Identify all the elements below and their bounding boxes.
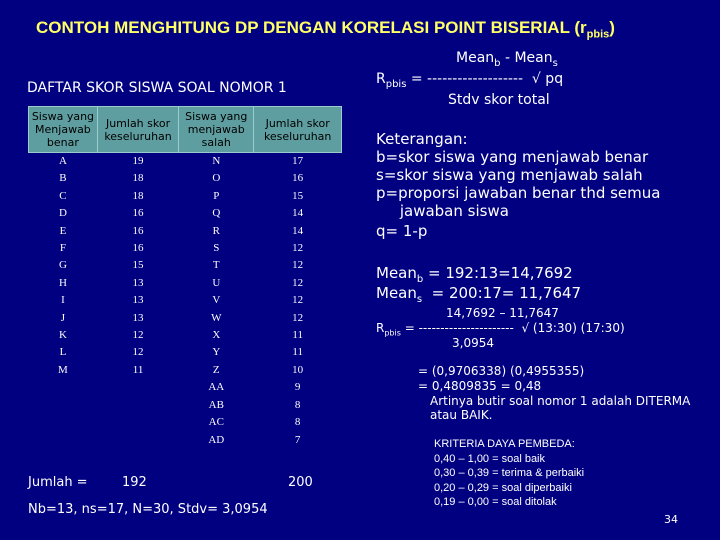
table-cell: C [59, 189, 67, 202]
table-cell [97, 432, 178, 449]
table-cell: U [212, 276, 221, 289]
table-cell: 11 [132, 363, 144, 376]
table-cell [29, 397, 98, 414]
score-table [28, 106, 342, 449]
table-cell: 8 [294, 416, 301, 429]
kriteria-item: 0,30 – 0,39 = terima & perbaiki [434, 467, 585, 479]
calc-numerator: 14,7692 – 11,7647 [446, 306, 559, 320]
table-cell [29, 379, 98, 396]
table-cell: J [60, 311, 66, 324]
table-cell: D [58, 207, 67, 220]
table-cell [97, 414, 178, 431]
table-row [29, 379, 342, 396]
table-cell: O [212, 172, 221, 185]
table-cell: 16 [132, 207, 144, 220]
table-cell: 16 [292, 172, 304, 185]
table-cell: 9 [294, 381, 301, 394]
table-cell: Z [212, 363, 220, 376]
calc-line: $R_{pbis}$ = ---------------------- √ (13:30) (17:30) [376, 321, 625, 338]
table-row [29, 397, 342, 414]
table-header: Siswa yang Menjawab benar [29, 107, 98, 153]
table-cell: I [61, 294, 65, 307]
keterangan-line: Keterangan: [376, 130, 468, 148]
table-cell: V [212, 294, 221, 307]
table-cell: 12 [292, 242, 304, 255]
kriteria-item: 0,20 – 0,29 = soal diperbaiki [434, 481, 572, 494]
table-cell: 12 [292, 311, 304, 324]
table-cell: 16 [132, 242, 144, 255]
page-title: CONTOH MENGHITUNG DP DENGAN KORELASI POINT BISERIAL $(r_{pbis})$ [36, 18, 615, 41]
table-cell: 15 [292, 189, 304, 202]
table-cell [29, 432, 98, 449]
list-title: DAFTAR SKOR SISWA SOAL NOMOR 1 [27, 80, 287, 96]
result-line-3: Artinya butir soal nomor 1 adalah DITERMA [430, 394, 691, 408]
table-row [29, 310, 342, 327]
mean-s: Mean$_s$ = 200:17= 11,7647 [376, 284, 582, 305]
table-cell: 12 [292, 294, 304, 307]
table-cell: B [59, 172, 67, 185]
result-line-2: = 0,4809835 = 0,48 [418, 379, 542, 393]
table-cell: 14 [292, 224, 304, 237]
table-cell: Y [212, 346, 221, 359]
table-cell: 12 [132, 329, 144, 342]
table-cell [97, 379, 178, 396]
table-cell: 13 [132, 294, 144, 307]
table-cell: 13 [132, 311, 144, 324]
table-header: Jumlah skor keseluruhan [97, 107, 178, 153]
table-header: Siswa yang menjawab salah [179, 107, 254, 153]
table-cell: S [213, 242, 220, 255]
formula-denominator: Stdv skor total [448, 92, 550, 108]
table-cell: 8 [294, 398, 301, 411]
table-cell: P [213, 189, 220, 202]
table-cell: W [211, 311, 222, 324]
table-cell: 10 [292, 363, 304, 376]
table-row [29, 188, 342, 205]
table-cell: 11 [292, 329, 303, 342]
summary-stats: Nb=13, ns=17, N=30, Stdv= 3,0954 [28, 502, 268, 517]
keterangan-line: q= 1-p [376, 222, 428, 240]
table-cell: M [58, 363, 68, 376]
result-line-4: atau BAIK. [430, 408, 493, 422]
table-row [29, 275, 342, 292]
table-cell: 14 [292, 207, 304, 220]
table-cell: F [59, 242, 66, 255]
table-cell: R [212, 224, 220, 237]
table-cell: N [212, 155, 221, 167]
table-cell: A [58, 155, 67, 167]
mean-b: Mean$_b$ = 192:13=14,7692 [376, 264, 573, 285]
table-cell: AC [208, 416, 224, 429]
table-cell: AB [208, 398, 224, 411]
table-cell: 12 [132, 346, 144, 359]
table-cell: 15 [132, 259, 144, 272]
table-cell: T [212, 259, 220, 272]
jumlah-salah: 200 [288, 475, 313, 490]
keterangan-line: s=skor siswa yang menjawab salah [376, 166, 643, 184]
table-row [29, 362, 342, 379]
calc-denominator: 3,0954 [452, 336, 494, 350]
table-row [29, 257, 342, 274]
table-row [29, 344, 342, 361]
table-cell [29, 414, 98, 431]
page-number: 34 [664, 513, 678, 526]
table-row [29, 414, 342, 431]
kriteria-item: 0,40 – 1,00 = soal baik [434, 452, 545, 465]
table-cell: 19 [132, 155, 144, 167]
table-cell: 17 [292, 155, 304, 167]
table-cell: 16 [132, 224, 144, 237]
keterangan-line: p=proporsi jawaban benar thd semua [376, 184, 661, 202]
kriteria-title: KRITERIA DAYA PEMBEDA: [434, 438, 575, 450]
table-cell: G [58, 259, 67, 272]
kriteria-block [434, 437, 584, 510]
table-row [29, 432, 342, 449]
table-cell: AA [208, 381, 225, 394]
table-row [29, 223, 342, 240]
keterangan-line: jawaban siswa [376, 202, 509, 220]
table-cell: 18 [132, 172, 144, 185]
table-cell: 13 [132, 276, 144, 289]
table-cell: 7 [294, 433, 301, 446]
table-cell: H [58, 276, 67, 289]
jumlah-benar: 192 [122, 475, 147, 490]
table-cell: 11 [292, 346, 303, 359]
table-cell: L [59, 346, 67, 359]
table-row [29, 205, 342, 222]
table-cell: X [212, 329, 221, 342]
table-cell: 18 [132, 189, 144, 202]
result-line-1: = (0,9706338) (0,4955355) [418, 364, 585, 378]
table-cell: AD [208, 433, 225, 446]
kriteria-item: 0,19 – 0,00 = soal ditolak [434, 496, 557, 508]
table-row [29, 240, 342, 257]
table-cell [97, 397, 178, 414]
table-cell: Q [212, 207, 221, 220]
table-cell: K [58, 329, 67, 342]
table-row [29, 170, 342, 187]
jumlah-label: Jumlah = [28, 475, 88, 490]
table-cell: 12 [292, 259, 304, 272]
table-header: Jumlah skor keseluruhan [254, 107, 342, 153]
table-row [29, 153, 342, 171]
formula-numerator: Mean$_b$ - Mean$_s$ [456, 50, 558, 69]
table-row [29, 292, 342, 309]
table-cell: 12 [292, 276, 304, 289]
table-cell: E [59, 224, 67, 237]
keterangan-line: b=skor siswa yang menjawab benar [376, 148, 649, 166]
formula-line: $R_{pbis}$ = ------------------- √ pq [376, 71, 564, 90]
table-row [29, 327, 342, 344]
